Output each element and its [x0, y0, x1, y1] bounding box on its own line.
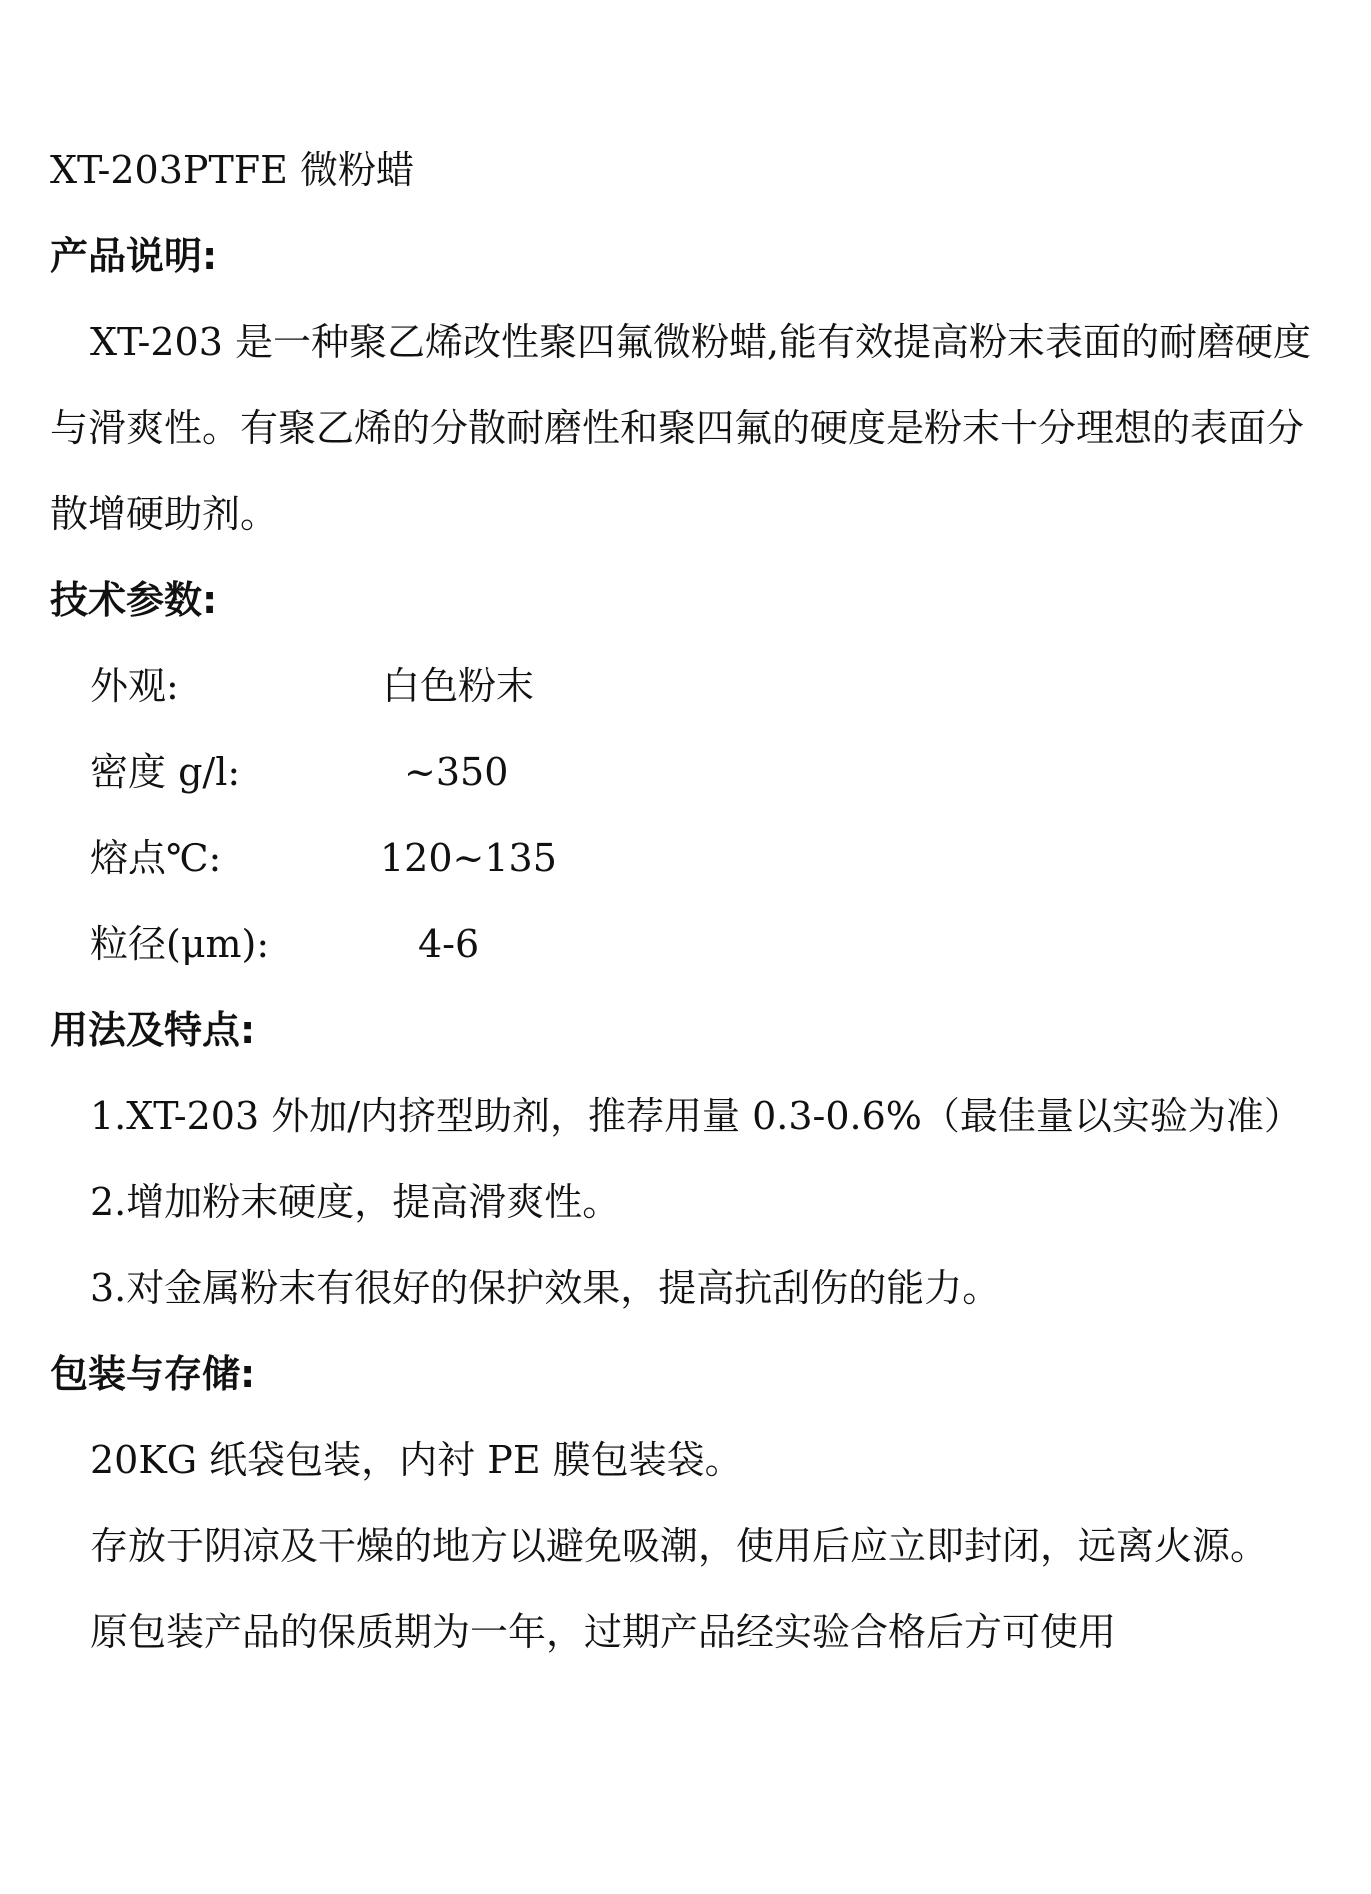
section-heading-tech: 技术参数: [50, 578, 218, 622]
section-heading-description: 产品说明: [50, 234, 218, 278]
package-line-3: 原包装产品的保质期为一年，过期产品经实验合格后方可使用 [90, 1610, 1117, 1654]
package-line-2: 存放于阴凉及干燥的地方以避免吸潮，使用后应立即封闭，远离火源。 [90, 1524, 1269, 1568]
section-heading-package: 包装与存储: [50, 1352, 256, 1396]
param-label-melting-point: 熔点℃: [90, 836, 222, 880]
description-line-3: 散增硬助剂。 [50, 492, 279, 536]
section-heading-usage: 用法及特点: [50, 1008, 256, 1052]
usage-item-2: 2.增加粉末硬度，提高滑爽性。 [90, 1180, 621, 1224]
param-value-melting-point: 120~135 [380, 836, 557, 880]
param-label-particle-size: 粒径(μm): [90, 922, 270, 966]
param-label-appearance: 外观: [90, 664, 179, 708]
description-line-1: XT-203 是一种聚乙烯改性聚四氟微粉蜡,能有效提高粉末表面的耐磨硬度 [90, 320, 1312, 364]
usage-item-1: 1.XT-203 外加/内挤型助剂，推荐用量 0.3-0.6%（最佳量以实验为准） [90, 1094, 1302, 1138]
param-label-density: 密度 g/l: [90, 750, 241, 794]
param-value-density: ~350 [404, 750, 509, 794]
document-title: XT-203PTFE 微粉蜡 [50, 148, 414, 192]
package-line-1: 20KG 纸袋包装，内衬 PE 膜包装袋。 [90, 1438, 743, 1482]
param-value-appearance: 白色粉末 [382, 664, 535, 708]
description-line-2: 与滑爽性。有聚乙烯的分散耐磨性和聚四氟的硬度是粉末十分理想的表面分 [50, 406, 1305, 450]
param-value-particle-size: 4-6 [418, 922, 480, 966]
usage-item-3: 3.对金属粉末有很好的保护效果，提高抗刮伤的能力。 [90, 1266, 1001, 1310]
